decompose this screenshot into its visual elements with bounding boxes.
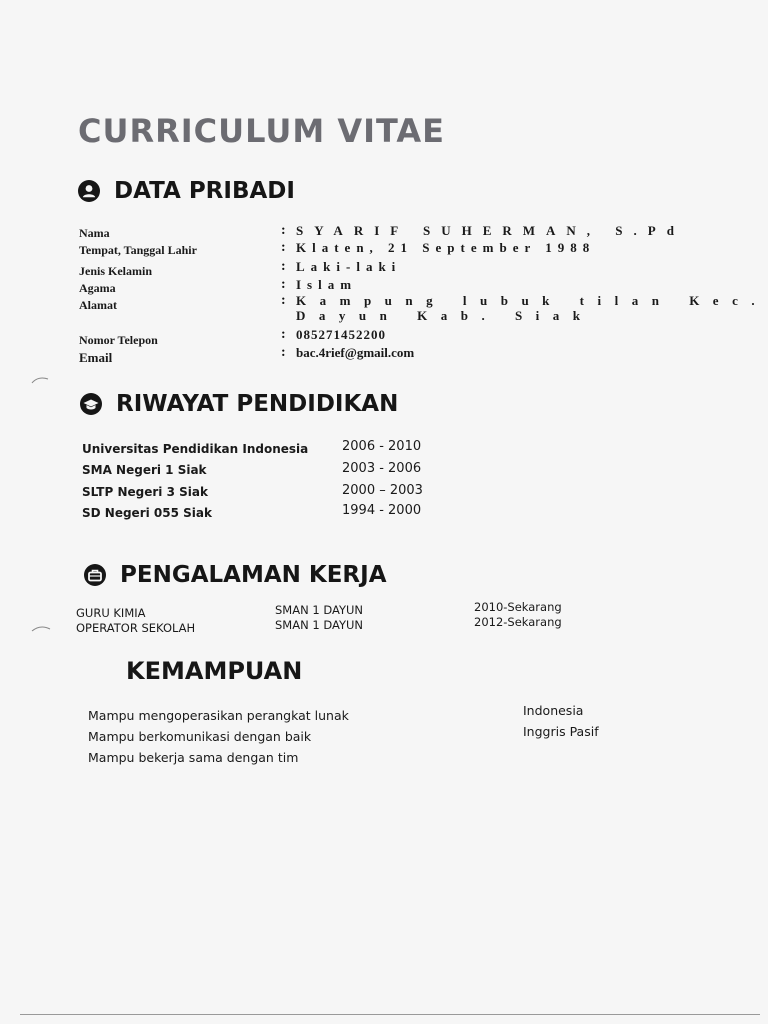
- page-edge-line: [20, 1014, 760, 1015]
- briefcase-icon: [84, 564, 106, 586]
- value-jenis-kelamin: Laki-laki: [296, 259, 402, 274]
- label-jenis-kelamin: Jenis Kelamin: [79, 264, 153, 278]
- edu-years: 2006 - 2010: [342, 439, 422, 454]
- job-period: 2012-Sekarang: [474, 615, 562, 629]
- edu-years: 1994 - 2000: [342, 503, 422, 518]
- scan-mark: [30, 375, 50, 385]
- section-title: PENGALAMAN KERJA: [120, 562, 387, 588]
- label-telepon: Nomor Telepon: [79, 333, 158, 347]
- label-agama: Agama: [79, 281, 116, 295]
- value-alamat-line1: Kampung lubuk tilan Kec.: [296, 293, 768, 308]
- job-period: 2010-Sekarang: [474, 600, 562, 614]
- edu-years: 2003 - 2006: [342, 461, 422, 476]
- page-title: CURRICULUM VITAE: [78, 112, 445, 150]
- section-heading-pendidikan: [80, 391, 398, 417]
- value-email: bac.4rief@gmail.com: [296, 345, 415, 360]
- value-ttl: Klaten, 21 September 1988: [296, 240, 596, 255]
- section-heading-data-pribadi: [78, 178, 295, 204]
- colon: :: [281, 345, 286, 360]
- label-email: Email: [79, 350, 113, 365]
- value-alamat-line2: Dayun Kab. Siak: [296, 308, 594, 323]
- language-item: Inggris Pasif: [523, 724, 599, 739]
- section-heading-pengalaman: [84, 562, 387, 588]
- value-telepon: 085271452200: [296, 327, 386, 342]
- colon: :: [281, 259, 286, 274]
- skill-item: Mampu bekerja sama dengan tim: [88, 750, 299, 765]
- edu-school: SMA Negeri 1 Siak: [82, 463, 207, 477]
- job-place: SMAN 1 DAYUN: [275, 603, 363, 617]
- job-place: SMAN 1 DAYUN: [275, 618, 363, 632]
- edu-school: Universitas Pendidikan Indonesia: [82, 442, 309, 456]
- job-position: OPERATOR SEKOLAH: [76, 621, 196, 635]
- language-item: Indonesia: [523, 703, 584, 718]
- section-heading-kemampuan: [126, 657, 302, 685]
- label-nama: Nama: [79, 226, 110, 240]
- scan-mark: [30, 624, 52, 634]
- edu-years: 2000 – 2003: [342, 483, 423, 498]
- job-position: GURU KIMIA: [76, 606, 146, 620]
- label-alamat: Alamat: [79, 298, 117, 312]
- edu-school: SLTP Negeri 3 Siak: [82, 485, 208, 499]
- skill-item: Mampu mengoperasikan perangkat lunak: [88, 708, 349, 723]
- section-title: KEMAMPUAN: [126, 657, 303, 685]
- colon: :: [281, 327, 286, 342]
- edu-school: SD Negeri 055 Siak: [82, 506, 212, 520]
- section-title: DATA PRIBADI: [114, 178, 295, 204]
- skill-item: Mampu berkomunikasi dengan baik: [88, 729, 312, 744]
- colon: :: [281, 223, 286, 238]
- colon: :: [281, 293, 286, 308]
- section-title: RIWAYAT PENDIDIKAN: [116, 391, 399, 417]
- value-agama: Islam: [296, 277, 358, 292]
- person-icon: [78, 180, 100, 202]
- colon: :: [281, 240, 286, 255]
- label-ttl: Tempat, Tanggal Lahir: [79, 243, 197, 257]
- value-nama: SYARIF SUHERMAN, S.Pd: [296, 223, 685, 238]
- colon: :: [281, 277, 286, 292]
- graduation-cap-icon: [80, 393, 102, 415]
